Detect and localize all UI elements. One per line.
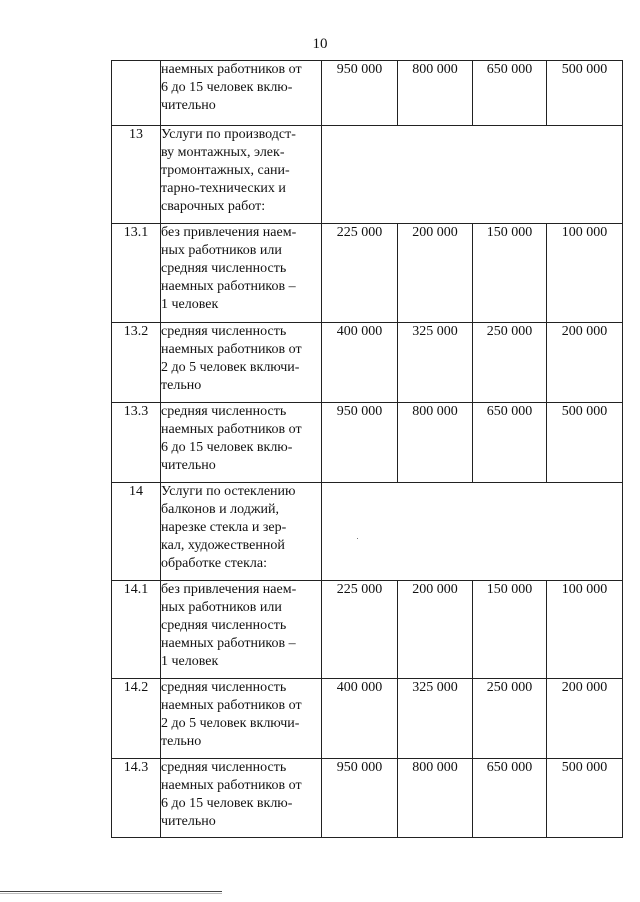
fee-table: [111, 60, 623, 838]
empty-merged-cell: [322, 483, 623, 581]
scan-speck: [357, 538, 358, 539]
fee-value: 500 000: [547, 759, 623, 838]
row-description-cell: [161, 679, 322, 759]
fee-value: 225 000: [322, 224, 398, 323]
fee-value: 150 000: [473, 581, 547, 679]
fee-value: 400 000: [322, 323, 398, 403]
fee-value: 100 000: [547, 224, 623, 323]
fee-value: 800 000: [398, 403, 473, 483]
row-description: средняя численность наемных работников от 6 до 15 человек вклю- чительно: [161, 404, 302, 473]
table-row: [112, 224, 623, 323]
fee-value: 200 000: [398, 224, 473, 323]
row-description-cell: [161, 61, 322, 126]
table-row: [112, 483, 623, 581]
page-number: 10: [312, 36, 328, 52]
table-row: [112, 61, 623, 126]
row-number: 14.3: [112, 759, 161, 838]
fee-value: 200 000: [547, 679, 623, 759]
row-description-cell: [161, 483, 322, 581]
fee-value: 250 000: [473, 679, 547, 759]
row-description-cell: [161, 126, 322, 224]
row-number: 14.1: [112, 581, 161, 679]
row-description: наемных работников от 6 до 15 человек вклю- чительно: [161, 62, 302, 113]
row-description: средняя численность наемных работников от 2 до 5 человек включи- тельно: [161, 324, 302, 393]
fee-value: 800 000: [398, 61, 473, 126]
row-description: средняя численность наемных работников от 2 до 5 человек включи- тельно: [161, 680, 302, 749]
empty-merged-cell: [322, 126, 623, 224]
row-number: 14: [112, 483, 161, 581]
fee-table-body: [112, 61, 623, 838]
fee-value: 800 000: [398, 759, 473, 838]
fee-value: 250 000: [473, 323, 547, 403]
table-row: [112, 126, 623, 224]
table-row: [112, 323, 623, 403]
row-number: 13.2: [112, 323, 161, 403]
row-description: средняя численность наемных работников от 6 до 15 человек вклю- чительно: [161, 760, 302, 829]
fee-value: 650 000: [473, 61, 547, 126]
fee-value: 100 000: [547, 581, 623, 679]
footnote-rule: [0, 891, 222, 892]
row-description-cell: [161, 759, 322, 838]
fee-value: 150 000: [473, 224, 547, 323]
row-description-cell: [161, 403, 322, 483]
table-row: [112, 679, 623, 759]
fee-value: 200 000: [398, 581, 473, 679]
fee-value: 950 000: [322, 759, 398, 838]
fee-value: 325 000: [398, 679, 473, 759]
row-description-cell: [161, 581, 322, 679]
fee-value: 500 000: [547, 403, 623, 483]
row-description: Услуги по остеклению балконов и лоджий, нарезке стекла и зер- кал, художественной обработке стекла:: [161, 484, 296, 571]
footnote-rule-shadow: [0, 893, 222, 894]
fee-value: 650 000: [473, 759, 547, 838]
row-description-cell: [161, 323, 322, 403]
row-number: 13: [112, 126, 161, 224]
row-description-cell: [161, 224, 322, 323]
fee-value: 400 000: [322, 679, 398, 759]
row-number: [112, 61, 161, 126]
fee-value: 950 000: [322, 403, 398, 483]
fee-value: 325 000: [398, 323, 473, 403]
row-number: 13.3: [112, 403, 161, 483]
table-row: [112, 759, 623, 838]
row-description: без привлечения наем- ных работников или средняя численность наемных работников – 1 человек: [161, 225, 297, 312]
fee-value: 200 000: [547, 323, 623, 403]
table-row: [112, 581, 623, 679]
row-description: без привлечения наем- ных работников или средняя численность наемных работников – 1 человек: [161, 582, 297, 669]
table-row: [112, 403, 623, 483]
fee-value: 650 000: [473, 403, 547, 483]
fee-value: 225 000: [322, 581, 398, 679]
row-number: 14.2: [112, 679, 161, 759]
row-description: Услуги по производст- ву монтажных, элек- тромонтажных, сани- тарно-технических и сварочных работ:: [161, 127, 296, 214]
row-number: 13.1: [112, 224, 161, 323]
fee-value: 950 000: [322, 61, 398, 126]
fee-value: 500 000: [547, 61, 623, 126]
